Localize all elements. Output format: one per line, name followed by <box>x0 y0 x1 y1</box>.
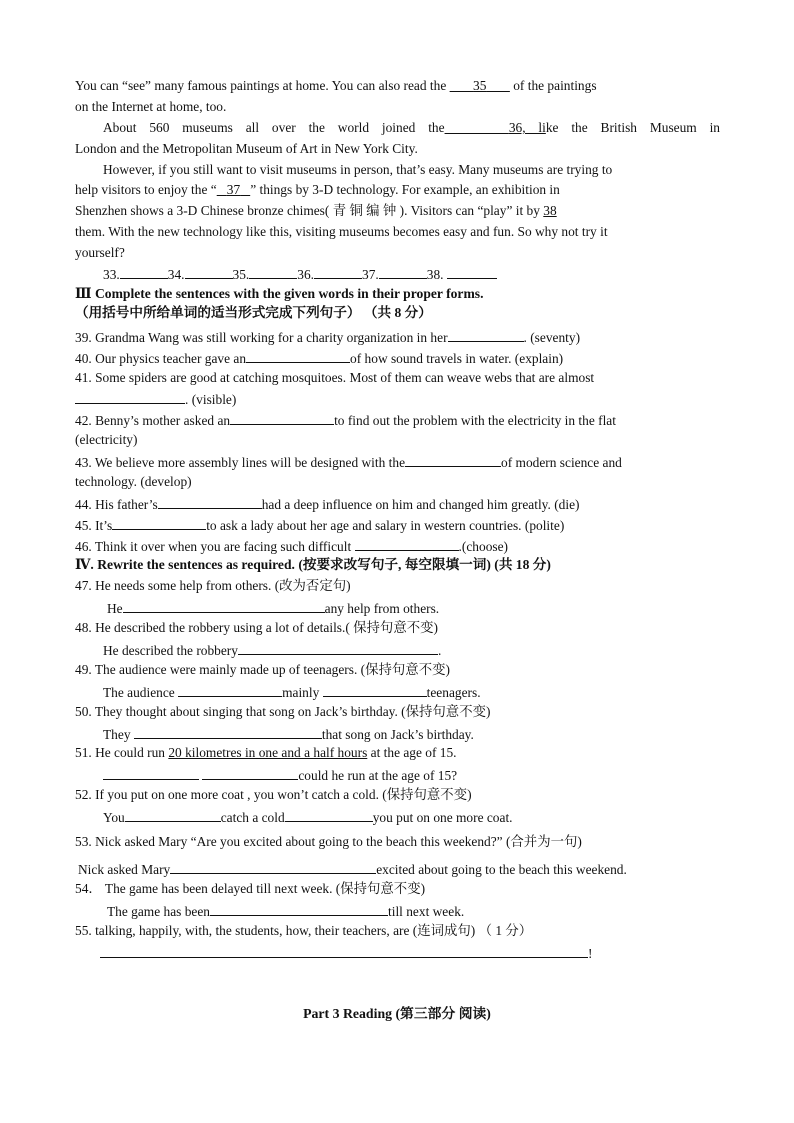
question-46: 46. Think it over when you are facing such difficult .(choose) <box>75 536 720 556</box>
question-51-answer: could he run at the age of 15? <box>103 765 748 785</box>
question-55-answer: ! <box>100 943 745 963</box>
passage-line: help visitors to enjoy the “ 37 ” things by 3-D technology. For example, an exhibition in <box>75 182 560 197</box>
passage-line: London and the Metropolitan Museum of Art in New York City. <box>75 141 418 156</box>
answer-blank[interactable] <box>210 901 388 916</box>
question-52-answer: You catch a cold you put on one more coat. <box>103 807 748 827</box>
question-54: 54． The game has been delayed till next week. (保持句意不变) <box>75 881 426 896</box>
answer-blank[interactable] <box>246 348 350 363</box>
answer-blank[interactable] <box>405 452 501 467</box>
question-53-answer: Nick asked Mary excited about going to the beach this weekend. <box>78 859 723 879</box>
question-50: 50. They thought about singing that song on Jack’s birthday. (保持句意不变) <box>75 704 491 719</box>
answer-blank[interactable] <box>355 536 459 551</box>
passage-line: About 560 museums all over the world joined the 36, like the British Museum in <box>103 120 720 135</box>
answer-blank[interactable] <box>123 598 325 613</box>
passage-line: You can “see” many famous paintings at home. You can also read the 35 of the paintings <box>75 78 597 93</box>
passage-line: However, if you still want to visit museums in person, that’s easy. Many museums are trying to <box>103 162 613 177</box>
question-49-answer: The audience mainly teenagers. <box>103 682 748 702</box>
question-43: 43. We believe more assembly lines will be designed with the of modern science and <box>75 452 720 472</box>
question-51: 51. He could run 20 kilometres in one and a half hours at the age of 15. <box>75 745 457 760</box>
underlined-phrase: 20 kilometres in one and a half hours <box>168 745 368 760</box>
question-52: 52. If you put on one more coat , you won’t catch a cold. (保持句意不变) <box>75 787 472 802</box>
question-39: 39. Grandma Wang was still working for a charity organization in her . (seventy) <box>75 327 720 347</box>
question-53: 53. Nick asked Mary “Are you excited about going to the beach this weekend?” (合并为一句) <box>75 834 582 849</box>
answer-blanks: 33. 34. 35. 36. 37. 38. <box>103 264 748 284</box>
answer-blank[interactable] <box>447 264 497 279</box>
blank-37: 37 <box>226 182 241 197</box>
question-42-cont: (electricity) <box>75 432 138 447</box>
question-47: 47. He needs some help from others. (改为否定句) <box>75 578 351 593</box>
question-49: 49. The audience were mainly made up of teenagers. (保持句意不变) <box>75 662 450 677</box>
answer-blank[interactable] <box>75 389 185 404</box>
question-50-answer: They that song on Jack’s birthday. <box>103 724 748 744</box>
question-41-cont: . (visible) <box>75 389 720 409</box>
answer-blank[interactable] <box>120 264 168 279</box>
answer-blank[interactable] <box>125 807 221 822</box>
blank-35: 35 <box>473 78 487 93</box>
question-40: 40. Our physics teacher gave an of how sound travels in water. (explain) <box>75 348 720 368</box>
section-heading-cn: （用括号中所给单词的适当形式完成下列句子） （共 8 分） <box>75 305 432 320</box>
answer-blank[interactable] <box>100 943 588 958</box>
answer-blank[interactable] <box>202 765 298 780</box>
answer-blank[interactable] <box>230 410 334 425</box>
question-42: 42. Benny’s mother asked an to find out the problem with the electricity in the flat <box>75 410 720 430</box>
question-44: 44. His father’s had a deep influence on him and changed him greatly. (die) <box>75 494 720 514</box>
answer-blank[interactable] <box>170 859 376 874</box>
answer-blank[interactable] <box>249 264 297 279</box>
answer-blank[interactable] <box>323 682 427 697</box>
answer-blank[interactable] <box>238 640 438 655</box>
passage-line: Shenzhen shows a 3-D Chinese bronze chimes( 青 铜 编 钟 ). Visitors can “play” it by 38 <box>75 203 557 218</box>
answer-blank[interactable] <box>112 515 206 530</box>
answer-blank[interactable] <box>178 682 282 697</box>
question-41: 41. Some spiders are good at catching mosquitoes. Most of them can weave webs that are almost <box>75 370 595 385</box>
answer-blank[interactable] <box>448 327 524 342</box>
blank-38: 38 <box>543 203 557 218</box>
answer-blank[interactable] <box>158 494 262 509</box>
question-43-cont: technology. (develop) <box>75 474 192 489</box>
answer-blank[interactable] <box>134 724 322 739</box>
question-45: 45. It’s to ask a lady about her age and salary in western countries. (polite) <box>75 515 720 535</box>
answer-blank[interactable] <box>379 264 427 279</box>
answer-blank[interactable] <box>314 264 362 279</box>
section-heading: Ⅲ Complete the sentences with the given words in their proper forms. <box>75 286 484 301</box>
question-47-answer: He any help from others. <box>107 598 752 618</box>
question-54-answer: The game has been till next week. <box>107 901 752 921</box>
answer-blank[interactable] <box>103 765 199 780</box>
part-heading: Part 3 Reading (第三部分 阅读) <box>303 1006 491 1021</box>
answer-blank[interactable] <box>185 264 233 279</box>
passage-line: yourself? <box>75 245 125 260</box>
question-48-answer: He described the robbery . <box>103 640 748 660</box>
passage-line: them. With the new technology like this, visiting museums becomes easy and fun. So why not try it <box>75 224 608 239</box>
section-heading: Ⅳ. Rewrite the sentences as required. (按要求改写句子, 每空限填一词) (共 18 分) <box>75 557 551 572</box>
passage-line: on the Internet at home, too. <box>75 99 227 114</box>
question-55: 55. talking, happily, with, the students, how, their teachers, are (连词成句) （ 1 分） <box>75 923 533 938</box>
answer-blank[interactable] <box>285 807 373 822</box>
blank-36: 36, li <box>508 120 546 135</box>
question-48: 48. He described the robbery using a lot of details.( 保持句意不变) <box>75 620 438 635</box>
